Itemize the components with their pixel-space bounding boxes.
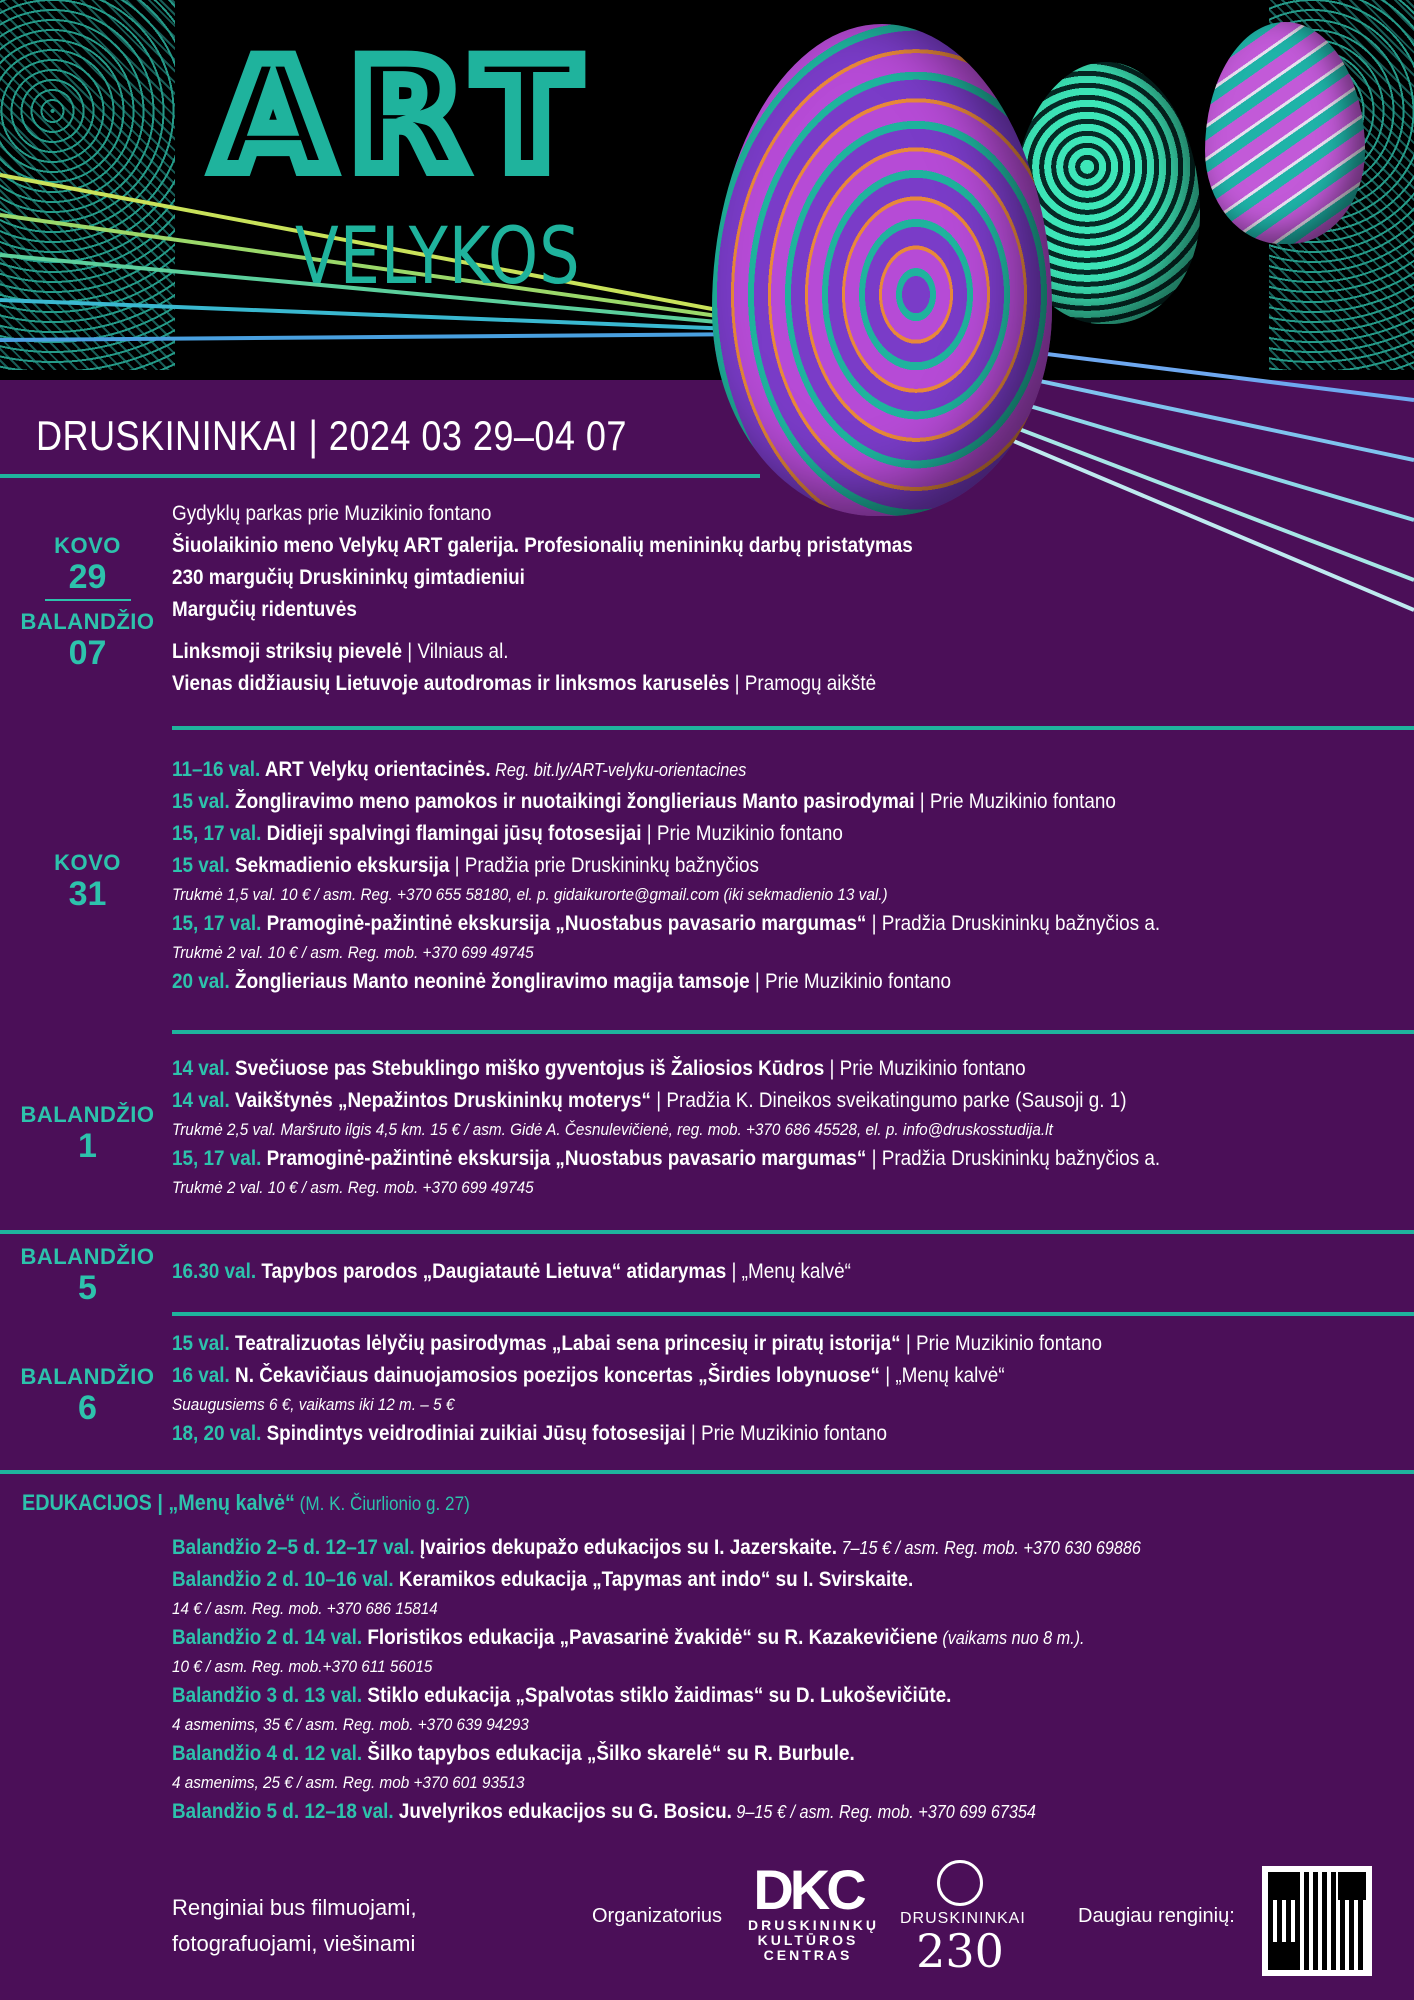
event-line: 11–16 val. ART Velykų orientacinės. Reg. bit.ly/ART-velyku-orientacines (172, 758, 747, 781)
event-line: 15 val. Teatralizuotas lėlyčių pasirodymas „Labai sena princesių ir piratų istorija“ | Prie Muzikinio fontano (172, 1332, 1102, 1355)
education-heading: EDUKACIJOS | „Menų kalvė“ (M. K. Čiurlionio g. 27) (22, 1490, 470, 1515)
dkc-logo-text: CENTRAS (763, 1947, 853, 1963)
date-day: 07 (68, 634, 107, 673)
event-block-april-1 (172, 1053, 1402, 1201)
event-line: 14 val. Vaikštynės „Nepažintos Druskininkų moterys“ | Pradžia K. Dineikos sveikatingumo parke (Sausoji g. 1) (172, 1089, 1127, 1112)
date-day: 1 (78, 1127, 97, 1165)
date-day: 6 (78, 1389, 97, 1427)
dkc-logo-mark: DKC (753, 1858, 863, 1921)
event-line: 16 val. N. Čekavičiaus dainuojamosios poezijos koncertas „Širdies lobynuose“ | „Menų kalvė“ (172, 1364, 1005, 1387)
date-label (0, 1102, 175, 1165)
divider (172, 1312, 1414, 1316)
event-line: 15, 17 val. Didieji spalvingi flamingai jūsų fotosesijai | Prie Muzikinio fontano (172, 822, 843, 845)
event-detail: Trukmė 2 val. 10 € / asm. Reg. mob. +370 699 49745 (172, 943, 534, 962)
event-block-april-5 (172, 1256, 1402, 1288)
event-block-march-31 (172, 754, 1402, 998)
event-line: 15 val. Sekmadienio ekskursija | Pradžia prie Druskininkų bažnyčios (172, 854, 759, 877)
event-line: 20 val. Žonglieriaus Manto neoninė žongliravimo magija tamsoje | Prie Muzikinio fontano (172, 970, 952, 993)
logo-art: ART (215, 30, 597, 204)
event-detail: Trukmė 2,5 val. Maršruto ilgis 4,5 km. 15 € / asm. Gidė A. Česnulevičienė, reg. mob. +370 686 45528, el. p. info@druskosstudija.lt (172, 1120, 1053, 1139)
dkc-logo-text: KULTŪROS (757, 1932, 859, 1948)
date-day: 31 (68, 875, 107, 913)
date-month: BALANDŽIO (20, 609, 155, 635)
druskininkai-logo-number: 230 (916, 1924, 1004, 1978)
education-item: Balandžio 4 d. 12 val. Šilko tapybos edukacija „Šilko skarelė“ su R. Burbule. (172, 1742, 855, 1765)
footer-note (172, 1890, 417, 1962)
dkc-logo-text: DRUSKININKŲ (748, 1917, 879, 1933)
logo-velykos: VELYKOS (295, 212, 581, 302)
divider (172, 1030, 1414, 1034)
date-month: KOVO (54, 850, 121, 875)
date-label (0, 1364, 175, 1427)
event-line: Šiuolaikinio meno Velykų ART galerija. Profesionalių menininkų darbų pristatymas (172, 534, 913, 557)
divider (0, 474, 760, 478)
date-month: BALANDŽIO (20, 1102, 155, 1127)
footer-note-line: fotografuojami, viešinami (172, 1931, 416, 1956)
event-line: 14 val. Svečiuose pas Stebuklingo miško gyventojus iš Žaliosios Kūdros | Prie Muzikinio fontano (172, 1057, 1026, 1080)
education-detail: 4 asmenims, 35 € / asm. Reg. mob. +370 639 94293 (172, 1715, 529, 1734)
education-item: Balandžio 2 d. 14 val. Floristikos edukacija „Pavasarinė žvakidė“ su R. Kazakevičiene (vaikams nuo 8 m.). (172, 1626, 1085, 1649)
divider (0, 1470, 1414, 1474)
rotunda-icon (937, 1860, 983, 1906)
dkc-logo (748, 1858, 879, 1963)
education-item: Balandžio 2–5 d. 12–17 val. Įvairios dekupažo edukacijos su I. Jazerskaite. 7–15 € / asm. Reg. mob. +370 630 69886 (172, 1536, 1141, 1559)
event-line: 18, 20 val. Spindintys veidrodiniai zuikiai Jūsų fotosesijai | Prie Muzikinio fontano (172, 1422, 887, 1445)
event-detail: Suaugusiems 6 €, vaikams iki 12 m. – 5 € (172, 1395, 455, 1414)
event-line: Margučių ridentuvės (172, 598, 357, 621)
education-detail: 10 € / asm. Reg. mob.+370 611 56015 (172, 1657, 433, 1676)
more-events-label: Daugiau renginių: (1078, 1905, 1235, 1927)
date-day: 29 (68, 558, 107, 596)
organizer-label: Organizatorius (592, 1905, 723, 1927)
event-block-permanent (172, 498, 1402, 700)
qr-code[interactable] (1262, 1866, 1372, 1976)
event-line: 15 val. Žongliravimo meno pamokos ir nuotaikingi žonglieriaus Manto pasirodymai | Prie Muzikinio fontano (172, 790, 1116, 813)
education-detail: 4 asmenims, 25 € / asm. Reg. mob +370 601 93513 (172, 1773, 525, 1792)
event-line: 230 margučių Druskininkų gimtadieniui (172, 566, 525, 589)
date-month: BALANDŽIO (20, 1244, 155, 1269)
education-detail: 14 € / asm. Reg. mob. +370 686 15814 (172, 1599, 438, 1618)
event-line: 16.30 val. Tapybos parodos „Daugiatautė Lietuva“ atidarymas | „Menų kalvė“ (172, 1260, 851, 1283)
date-label (0, 1244, 175, 1307)
qr-code-pattern (1268, 1872, 1366, 1970)
date-separator (45, 599, 131, 601)
date-label (0, 850, 175, 913)
event-line: Vienas didžiausių Lietuvoje autodromas ir linksmos karuselės | Pramogų aikštė (172, 672, 877, 695)
event-block-april-6 (172, 1328, 1402, 1450)
event-detail: Trukmė 1,5 val. 10 € / asm. Reg. +370 655 58180, el. p. gidaikurorte@gmail.com (iki sekmadienio 13 val.) (172, 885, 888, 904)
date-month: KOVO (54, 533, 121, 558)
date-month: BALANDŽIO (20, 1364, 155, 1389)
divider (0, 1230, 1414, 1234)
event-line: 15, 17 val. Pramoginė-pažintinė ekskursija „Nuostabus pavasario margumas“ | Pradžia Druskininkų bažnyčios a. (172, 1147, 1161, 1170)
event-line: Gydyklų parkas prie Muzikinio fontano (172, 502, 492, 525)
druskininkai-230-logo (900, 1860, 1026, 1978)
education-item: Balandžio 2 d. 10–16 val. Keramikos edukacija „Tapymas ant indo“ su I. Svirskaite. (172, 1568, 914, 1591)
divider (172, 726, 1414, 730)
page-title: DRUSKININKAI | 2024 03 29–04 07 (36, 412, 627, 459)
education-list (172, 1532, 1402, 1828)
date-day: 5 (78, 1269, 97, 1307)
education-item: Balandžio 5 d. 12–18 val. Juvelyrikos edukacijos su G. Bosicu. 9–15 € / asm. Reg. mob. +370 699 67354 (172, 1800, 1036, 1823)
event-line: 15, 17 val. Pramoginė-pažintinė ekskursija „Nuostabus pavasario margumas“ | Pradžia Druskininkų bažnyčios a. (172, 912, 1161, 935)
date-range-label (0, 533, 175, 673)
event-line: Linksmoji striksių pievelė | Vilniaus al. (172, 640, 509, 663)
event-detail: Trukmė 2 val. 10 € / asm. Reg. mob. +370 699 49745 (172, 1178, 534, 1197)
footer-note-line: Renginiai bus filmuojami, (172, 1895, 417, 1920)
druskininkai-logo-text: DRUSKININKAI (900, 1910, 1026, 1927)
education-item: Balandžio 3 d. 13 val. Stiklo edukacija „Spalvotas stiklo žaidimas“ su D. Lukoševičiūte. (172, 1684, 952, 1707)
